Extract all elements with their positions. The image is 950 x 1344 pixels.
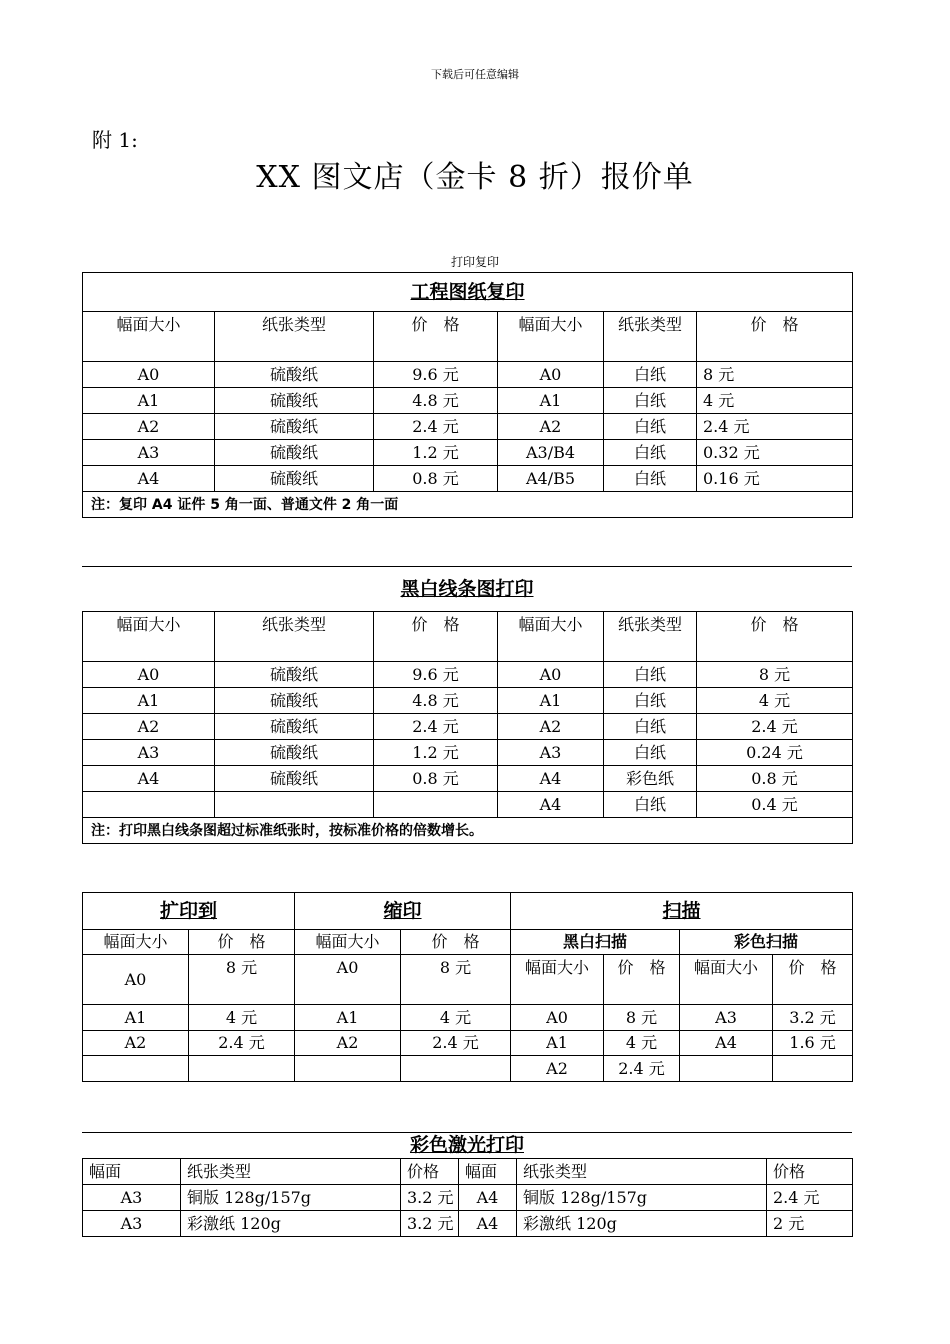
table-cell: 9.6 元 bbox=[374, 662, 498, 688]
table-cell bbox=[215, 792, 374, 818]
column-header: 幅面大小 bbox=[295, 930, 401, 955]
table-cell: A2 bbox=[511, 1056, 604, 1082]
table-row bbox=[83, 1185, 853, 1211]
table-cell: 4 元 bbox=[189, 1005, 295, 1031]
table-cell: A2 bbox=[83, 414, 215, 440]
table-cell: A4 bbox=[459, 1185, 517, 1211]
table-cell: 0.8 元 bbox=[374, 466, 498, 492]
column-header: 幅面大小 bbox=[83, 612, 215, 662]
table-cell: A0 bbox=[83, 662, 215, 688]
table-cell: A0 bbox=[511, 1005, 604, 1031]
table-cell: 白纸 bbox=[604, 388, 697, 414]
column-header: 幅面 bbox=[83, 1159, 181, 1185]
table-cell bbox=[680, 1056, 773, 1082]
table-cell: 2 元 bbox=[767, 1211, 853, 1237]
table-cell: A1 bbox=[83, 388, 215, 414]
table-row bbox=[83, 688, 853, 714]
column-header: 幅面大小 bbox=[498, 612, 604, 662]
table-cell: 硫酸纸 bbox=[215, 388, 374, 414]
table-cell bbox=[374, 792, 498, 818]
table-cell: 硫酸纸 bbox=[215, 414, 374, 440]
table-cell: 8 元 bbox=[604, 1005, 680, 1031]
table-row bbox=[83, 1056, 853, 1082]
table-cell: 2.4 元 bbox=[697, 414, 853, 440]
table-row bbox=[83, 362, 853, 388]
column-header: 纸张类型 bbox=[517, 1159, 767, 1185]
table-cell bbox=[773, 1056, 853, 1082]
table-cell: 硫酸纸 bbox=[215, 662, 374, 688]
table-cell: A3 bbox=[83, 740, 215, 766]
table-cell: 2.4 元 bbox=[401, 1031, 511, 1056]
table-cell: 硫酸纸 bbox=[215, 466, 374, 492]
table-cell: A0 bbox=[498, 662, 604, 688]
table-cell: A2 bbox=[498, 714, 604, 740]
header-note: 下载后可任意编辑 bbox=[431, 68, 519, 81]
table-cell: 硫酸纸 bbox=[215, 688, 374, 714]
table-cell: A4 bbox=[680, 1031, 773, 1056]
table-cell: 铜版 128g/157g bbox=[517, 1185, 767, 1211]
column-header: 价 格 bbox=[401, 930, 511, 955]
table-cell: 0.24 元 bbox=[697, 740, 853, 766]
table-cell bbox=[189, 1056, 295, 1082]
table-cell: 硫酸纸 bbox=[215, 766, 374, 792]
table-cell: 3.2 元 bbox=[401, 1211, 459, 1237]
table-cell: 4 元 bbox=[697, 688, 853, 714]
table-cell: 8 元 bbox=[189, 955, 295, 1005]
table-cell: A1 bbox=[83, 1005, 189, 1031]
table-row bbox=[83, 792, 853, 818]
enlarge-reduce-scan-table bbox=[82, 892, 853, 1082]
table-cell: A4/B5 bbox=[498, 466, 604, 492]
table-cell bbox=[83, 792, 215, 818]
column-header: 价 格 bbox=[374, 312, 498, 362]
table-cell: 0.4 元 bbox=[697, 792, 853, 818]
line-drawing-print-table bbox=[82, 611, 853, 844]
table-cell: A1 bbox=[83, 688, 215, 714]
table-row bbox=[83, 414, 853, 440]
column-header: 纸张类型 bbox=[215, 612, 374, 662]
column-header: 纸张类型 bbox=[604, 612, 697, 662]
table-cell bbox=[83, 1056, 189, 1082]
table-row bbox=[83, 714, 853, 740]
table-cell: 4.8 元 bbox=[374, 388, 498, 414]
table-cell: 2.4 元 bbox=[767, 1185, 853, 1211]
table-cell: 彩激纸 120g bbox=[181, 1211, 401, 1237]
column-header: 幅面大小 bbox=[83, 312, 215, 362]
table-cell: 白纸 bbox=[604, 792, 697, 818]
table-cell: A0 bbox=[83, 362, 215, 388]
column-header: 幅面大小 bbox=[498, 312, 604, 362]
table-cell: 1.2 元 bbox=[374, 740, 498, 766]
column-header: 价 格 bbox=[697, 312, 853, 362]
table-cell: A0 bbox=[83, 955, 189, 1005]
table-cell: A4 bbox=[498, 766, 604, 792]
table-cell: 2.4 元 bbox=[374, 714, 498, 740]
table-cell: 2.4 元 bbox=[604, 1056, 680, 1082]
table-cell: 彩色纸 bbox=[604, 766, 697, 792]
table-row bbox=[83, 740, 853, 766]
column-header: 价 格 bbox=[604, 955, 680, 1005]
table-note: 注：复印 A4 证件 5 角一面、普通文件 2 角一面 bbox=[83, 492, 853, 518]
table-cell: 硫酸纸 bbox=[215, 362, 374, 388]
column-header: 价 格 bbox=[189, 930, 295, 955]
column-header: 幅面大小 bbox=[83, 930, 189, 955]
table-cell: A2 bbox=[498, 414, 604, 440]
table-cell: 8 元 bbox=[401, 955, 511, 1005]
table-cell: 白纸 bbox=[604, 688, 697, 714]
table-title: 扩印到 bbox=[83, 893, 295, 930]
column-header: 纸张类型 bbox=[215, 312, 374, 362]
column-header: 价 格 bbox=[697, 612, 853, 662]
table-cell: 硫酸纸 bbox=[215, 740, 374, 766]
table-cell: 白纸 bbox=[604, 466, 697, 492]
table-cell bbox=[295, 1056, 401, 1082]
table-title: 工程图纸复印 bbox=[83, 273, 853, 312]
table-row bbox=[83, 388, 853, 414]
table-cell: A4 bbox=[498, 792, 604, 818]
table-cell: 9.6 元 bbox=[374, 362, 498, 388]
table-cell: 4 元 bbox=[604, 1031, 680, 1056]
table-title: 缩印 bbox=[295, 893, 511, 930]
column-header: 纸张类型 bbox=[181, 1159, 401, 1185]
table-cell: 4 元 bbox=[401, 1005, 511, 1031]
table-cell: 2.4 元 bbox=[697, 714, 853, 740]
table-cell: 1.2 元 bbox=[374, 440, 498, 466]
table-cell: A3 bbox=[83, 1185, 181, 1211]
table-row bbox=[83, 440, 853, 466]
table-row bbox=[83, 1031, 853, 1056]
table-cell: 3.2 元 bbox=[401, 1185, 459, 1211]
table-cell: A4 bbox=[83, 466, 215, 492]
column-header: 幅面 bbox=[459, 1159, 517, 1185]
table-row bbox=[83, 1211, 853, 1237]
table-cell: 彩激纸 120g bbox=[517, 1211, 767, 1237]
table-cell: 白纸 bbox=[604, 714, 697, 740]
table-cell: 4.8 元 bbox=[374, 688, 498, 714]
table-cell: A2 bbox=[295, 1031, 401, 1056]
column-header: 价 格 bbox=[374, 612, 498, 662]
scan-subheader: 黑白扫描 bbox=[511, 930, 680, 955]
column-header: 价格 bbox=[767, 1159, 853, 1185]
table-cell: 4 元 bbox=[697, 388, 853, 414]
table-row bbox=[83, 1005, 853, 1031]
table-cell bbox=[401, 1056, 511, 1082]
column-header: 纸张类型 bbox=[604, 312, 697, 362]
table-row bbox=[83, 955, 853, 1005]
table-cell: A0 bbox=[295, 955, 401, 1005]
table-cell: A4 bbox=[83, 766, 215, 792]
table-cell: 8 元 bbox=[697, 662, 853, 688]
table-cell: A1 bbox=[498, 388, 604, 414]
table-cell: A1 bbox=[295, 1005, 401, 1031]
table-row bbox=[83, 662, 853, 688]
table-cell: 0.8 元 bbox=[697, 766, 853, 792]
table-cell: A2 bbox=[83, 1031, 189, 1056]
column-header: 幅面大小 bbox=[680, 955, 773, 1005]
table-title: 黑白线条图打印 bbox=[400, 578, 534, 600]
table-row bbox=[83, 466, 853, 492]
table-title: 彩色激光打印 bbox=[409, 1134, 524, 1156]
section-label: 打印复印 bbox=[450, 255, 499, 269]
table-cell: 0.8 元 bbox=[374, 766, 498, 792]
table-cell: 白纸 bbox=[604, 662, 697, 688]
table-cell: 铜版 128g/157g bbox=[181, 1185, 401, 1211]
table-row bbox=[83, 766, 853, 792]
table-cell: A1 bbox=[498, 688, 604, 714]
table-cell: A2 bbox=[83, 714, 215, 740]
table-cell: A0 bbox=[498, 362, 604, 388]
table-cell: 白纸 bbox=[604, 440, 697, 466]
table-cell: 0.16 元 bbox=[697, 466, 853, 492]
table-cell: 白纸 bbox=[604, 740, 697, 766]
table-cell: 8 元 bbox=[697, 362, 853, 388]
table-cell: 白纸 bbox=[604, 414, 697, 440]
section-divider bbox=[82, 566, 852, 567]
color-laser-print-table bbox=[82, 1158, 853, 1237]
table-cell: A3 bbox=[83, 1211, 181, 1237]
engineering-copy-table bbox=[82, 272, 853, 518]
column-header: 价 格 bbox=[773, 955, 853, 1005]
table-cell: 1.6 元 bbox=[773, 1031, 853, 1056]
scan-subheader: 彩色扫描 bbox=[680, 930, 853, 955]
table-cell: 2.4 元 bbox=[189, 1031, 295, 1056]
table-cell: 硫酸纸 bbox=[215, 714, 374, 740]
table-cell: 白纸 bbox=[604, 362, 697, 388]
column-header: 价格 bbox=[401, 1159, 459, 1185]
page-title: XX 图文店（金卡 8 折）报价单 bbox=[256, 160, 694, 195]
table-note: 注：打印黑白线条图超过标准纸张时，按标准价格的倍数增长。 bbox=[83, 818, 853, 844]
table-cell: A1 bbox=[511, 1031, 604, 1056]
table-cell: A3 bbox=[83, 440, 215, 466]
column-header: 幅面大小 bbox=[511, 955, 604, 1005]
table-cell: 2.4 元 bbox=[374, 414, 498, 440]
table-cell: A3/B4 bbox=[498, 440, 604, 466]
table-cell: A3 bbox=[498, 740, 604, 766]
table-cell: 3.2 元 bbox=[773, 1005, 853, 1031]
table-cell: A4 bbox=[459, 1211, 517, 1237]
table-cell: 硫酸纸 bbox=[215, 440, 374, 466]
attachment-label: 附 1: bbox=[92, 128, 138, 152]
table-title: 扫描 bbox=[511, 893, 853, 930]
table-cell: 0.32 元 bbox=[697, 440, 853, 466]
table-cell: A3 bbox=[680, 1005, 773, 1031]
